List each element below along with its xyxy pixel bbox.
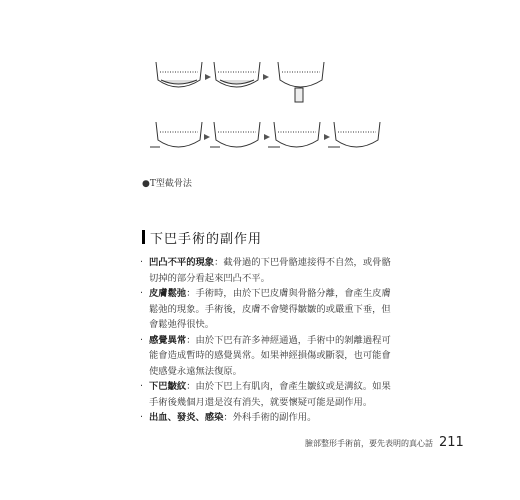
- arrow-right-icon: [264, 134, 270, 140]
- item-term: 出血、發炎、感染: [149, 412, 224, 423]
- jaw-step-5: [210, 122, 260, 147]
- jaw-step-7: [328, 122, 380, 147]
- jaw-step-6: [268, 122, 320, 147]
- list-item: · 感覺異常：由於下巴有許多神經通過，手術中的剝離過程可能會造成暫時的感覺異常。如果神經損傷或斷裂，也可能會使感覺永遠無法復原。: [140, 334, 391, 377]
- item-text: ：手術時，由於下巴皮膚與骨骼分離，會產生皮膚鬆弛的現象。手術後，皮膚不會變得皺皺的或嚴重下垂，但會鬆弛得很快。: [149, 288, 391, 330]
- jaw-step-1: [156, 62, 202, 87]
- arrow-right-icon: [263, 74, 269, 80]
- list-item: · 皮膚鬆弛：手術時，由於下巴皮膚與骨骼分離，會產生皮膚鬆弛的現象。手術後，皮膚不會變得皺皺的或嚴重下垂，但會鬆弛得很快。: [140, 288, 391, 330]
- running-title: 臉部整形手術前，要先表明的真心話: [305, 439, 433, 448]
- side-effects-list: [140, 255, 400, 426]
- list-item: · 下巴皺紋：由於下巴上有肌肉，會產生皺紋或是溝紋。如果手術後幾個月還是沒有消失，就要懷疑可能是副作用。: [140, 381, 391, 408]
- jaw-step-2: [214, 62, 260, 87]
- t-osteotomy-illustration: [148, 50, 388, 170]
- section-marker: [142, 230, 145, 244]
- arrow-right-icon: [324, 134, 330, 140]
- item-term: 凹凸不平的現象: [149, 257, 215, 268]
- list-item: · 出血、發炎、感染：外科手術的副作用。: [140, 412, 317, 423]
- item-text: ：由於下巴上有肌肉，會產生皺紋或是溝紋。如果手術後幾個月還是沒有消失，就要懷疑可能是副作用。: [149, 381, 391, 408]
- figure-caption: ●T型截骨法: [142, 179, 192, 189]
- jaw-step-4: [150, 122, 202, 147]
- page-number: 211: [439, 435, 464, 450]
- item-text: ：由於下巴有許多神經通過，手術中的剝離過程可能會造成暫時的感覺異常。如果神經損傷或斷裂，也可能會使感覺永遠無法復原。: [149, 334, 391, 377]
- page-footer: [305, 435, 464, 450]
- item-term: 下巴皺紋: [149, 381, 187, 392]
- list-item: · 凹凸不平的現象：截骨過的下巴骨骼連接得不自然，或骨骼切掉的部分看起來凹凸不平。: [140, 257, 391, 284]
- item-term: 皮膚鬆弛: [149, 288, 187, 299]
- item-text: ：外科手術的副作用。: [223, 412, 317, 423]
- arrow-right-icon: [205, 74, 211, 80]
- surgery-diagram: [148, 50, 388, 170]
- section-title: 下巴手術的副作用: [150, 232, 263, 247]
- jaw-step-3: [278, 62, 324, 102]
- item-term: 感覺異常: [149, 334, 187, 346]
- item-text: ：截骨過的下巴骨骼連接得不自然，或骨骼切掉的部分看起來凹凸不平。: [149, 257, 391, 284]
- arrow-right-icon: [204, 134, 210, 140]
